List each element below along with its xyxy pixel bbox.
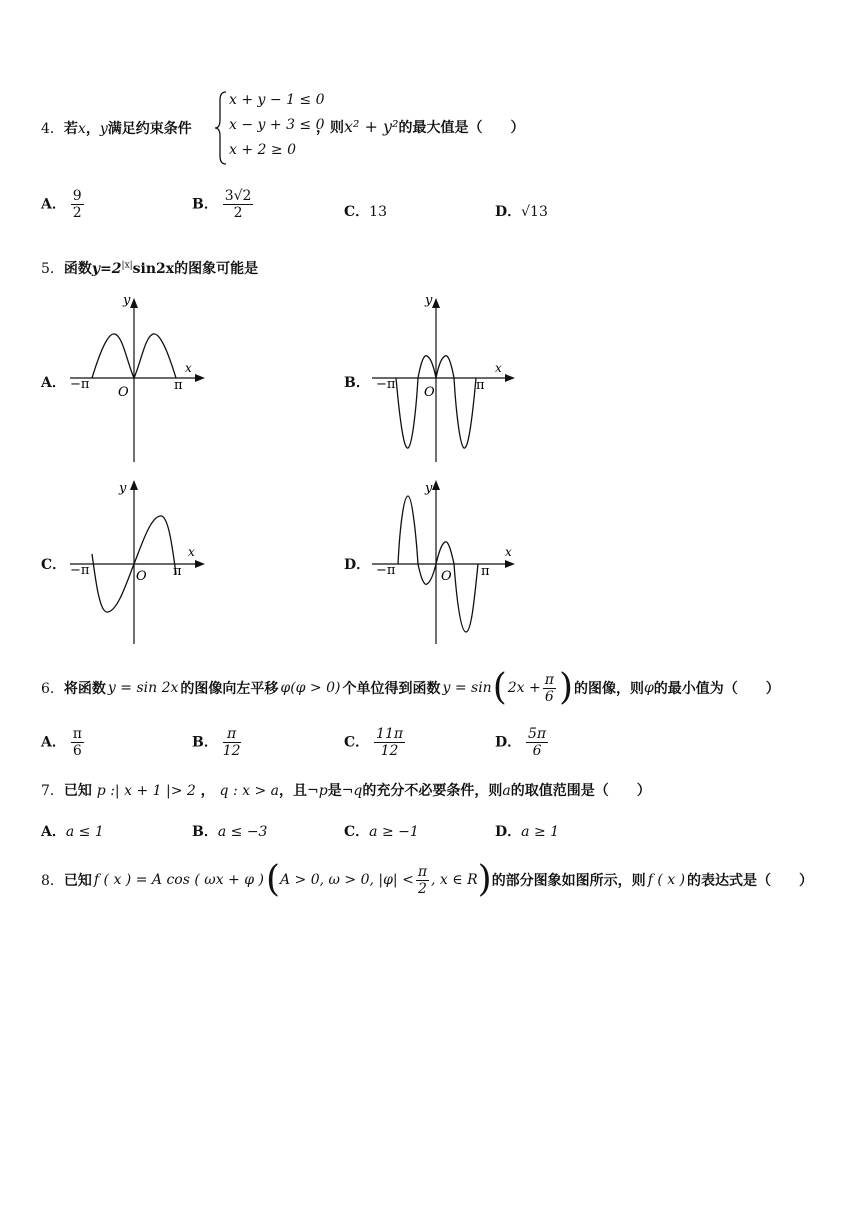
neg-pi-label: −π [70,563,90,578]
stem-text: 的图象可能是 [174,261,259,277]
question-number: 6． [41,681,64,697]
condition-domain: , x ∈ R [431,872,478,888]
question-8-stem [41,859,814,900]
question-number: 4． [41,121,64,137]
y-label: y [425,481,433,496]
question-number: 7． [41,783,64,799]
stem-text: 的最小值为（ ） [653,681,780,697]
option-label: B． [192,824,218,840]
exponent: |x| [121,260,133,271]
option-5d-label[interactable]: D． [344,557,371,573]
question-7-stem [41,780,651,800]
right-paren: ) [477,859,492,900]
function-2-arg: 2x + [507,680,541,696]
x-axis-arrow [505,374,515,382]
function-name: sin2x [132,261,175,277]
option-label: A． [41,196,66,213]
origin-label: O [118,385,129,400]
fraction: $\frac{\pi}{12}$ [222,726,241,759]
proposition-q: q : x > a [219,783,279,799]
option-7b[interactable] [192,821,267,841]
graph-option-d[interactable] [364,474,524,649]
function-fx: f ( x ) [647,872,686,888]
fraction: $\frac{5\pi}{6}$ [528,726,547,759]
constraint-3: x + 2 ≥ 0 [229,142,296,158]
stem-text: 是 [327,783,342,799]
stem-text: 个单位得到函数 [342,681,441,697]
right-paren: ) [558,667,573,708]
fraction: $\frac{\pi}{6}$ [544,671,554,705]
stem-text: ，且 [278,783,307,799]
stem-text: 函数 [63,261,92,277]
neg-pi-label: −π [376,563,396,578]
x-label: x [495,361,502,375]
graph-option-c[interactable] [62,474,212,649]
stem-text: 的图像，则 [573,681,644,697]
function-definition: f ( x ) = A cos ( ωx + φ ) [93,872,264,888]
left-paren: ( [492,667,507,708]
stem-text: ， [85,121,100,137]
x-label: x [505,545,512,559]
function-2: y = sin [442,680,492,696]
option-7d[interactable] [495,821,559,841]
option-label: B． [192,196,218,213]
option-4a[interactable] [41,188,84,221]
constraint-1: x + y − 1 ≤ 0 [229,92,325,108]
y-label: y [425,293,433,308]
option-value: 13 [369,204,387,220]
question-number: 8． [41,873,64,889]
option-label: D． [495,824,522,840]
option-label: D． [495,204,522,220]
graph-option-a[interactable] [62,292,212,467]
option-label: C． [344,824,370,840]
function-1: y = sin 2x [107,680,179,696]
stem-text: 的取值范围是（ ） [510,783,651,799]
option-label: A． [41,734,66,751]
option-label: A． [41,824,66,840]
y-label: y [119,481,127,496]
origin-label: O [136,569,147,584]
option-5c-label[interactable]: C． [41,557,67,573]
stem-text: 若 [63,121,78,137]
option-4c[interactable] [344,201,387,221]
system-brace [214,90,228,166]
stem-text: 已知 [63,873,92,889]
option-6b[interactable] [192,726,241,759]
x-label: x [188,545,195,559]
question-4-stem [41,118,192,138]
y-label: y [123,293,131,308]
option-4d[interactable] [495,201,548,221]
question-6-stem [41,667,780,708]
stem-text: 的表达式是（ ） [687,873,814,889]
x-axis-arrow [195,374,205,382]
option-7c[interactable] [344,821,419,841]
expression: x² + y² [344,117,399,136]
option-5a-label[interactable]: A． [41,375,66,391]
fraction: $\frac{\pi}{6}$ [72,726,82,759]
question-4-tail [316,117,524,137]
fraction: $\frac{3√2}{2}$ [224,188,252,221]
fraction: $\frac{\pi}{2}$ [417,863,428,897]
option-7a[interactable] [41,821,104,841]
question-5-stem [41,258,258,278]
left-paren: ( [265,859,280,900]
option-6a[interactable] [41,726,84,759]
option-6c[interactable] [344,726,405,759]
option-label: C． [344,734,370,751]
condition: A > 0, ω > 0, |φ| < [280,872,414,888]
option-value: a ≤ −3 [217,824,268,840]
stem-text: 的图像向左平移 [180,681,279,697]
y-axis-arrow [130,298,138,308]
y-axis-arrow [432,480,440,490]
pi-label: π [481,564,490,579]
constraint-system [229,88,325,163]
x-axis-arrow [195,560,205,568]
pi-label: π [173,564,182,579]
origin-label: O [441,569,452,584]
stem-text: ，则 [316,120,344,136]
stem-text: 将函数 [63,681,106,697]
var-a: a [502,783,511,799]
stem-text: 的充分不必要条件，则 [362,783,503,799]
not-q: ¬q [341,783,363,799]
stem-text: 满足约束条件 [107,121,192,137]
stem-text: 的部分图象如图所示，则 [491,873,646,889]
stem-text: 的最大值是（ ） [398,120,525,136]
y-axis-arrow [130,480,138,490]
graph-option-b[interactable] [364,292,524,467]
option-5b-label[interactable]: B． [344,375,370,391]
proposition-p: p :| x + 1 |> 2 [96,783,196,799]
fraction: $\frac{11\pi}{12}$ [376,726,404,759]
option-value: √13 [521,204,548,220]
option-4b[interactable] [192,188,253,221]
x-label: x [185,361,192,375]
var-phi: φ [643,680,654,696]
option-value: a ≤ 1 [65,824,104,840]
origin-label: O [424,385,435,400]
constraint-2: x − y + 3 ≤ 0 [229,117,325,133]
y-axis-arrow [432,298,440,308]
neg-pi-label: −π [70,377,90,392]
option-label: C． [344,204,370,220]
option-label: D． [495,734,522,751]
fraction: $\frac{9}{2}$ [72,188,82,221]
question-number: 5． [41,261,64,277]
option-6d[interactable] [495,726,548,759]
var-x: x [77,121,86,137]
stem-text: ， [200,783,215,799]
not-p: ¬p [306,783,328,799]
pi-label: π [476,378,485,393]
expression: y=2 [91,261,122,277]
option-label: B． [192,734,218,751]
var-y: y [99,121,108,137]
pi-label: π [174,378,183,393]
x-axis-arrow [505,560,515,568]
neg-pi-label: −π [376,377,396,392]
option-value: a ≥ 1 [521,824,560,840]
shift: φ(φ > 0) [280,680,341,696]
stem-text: 已知 [63,783,92,799]
option-value: a ≥ −1 [369,824,419,840]
